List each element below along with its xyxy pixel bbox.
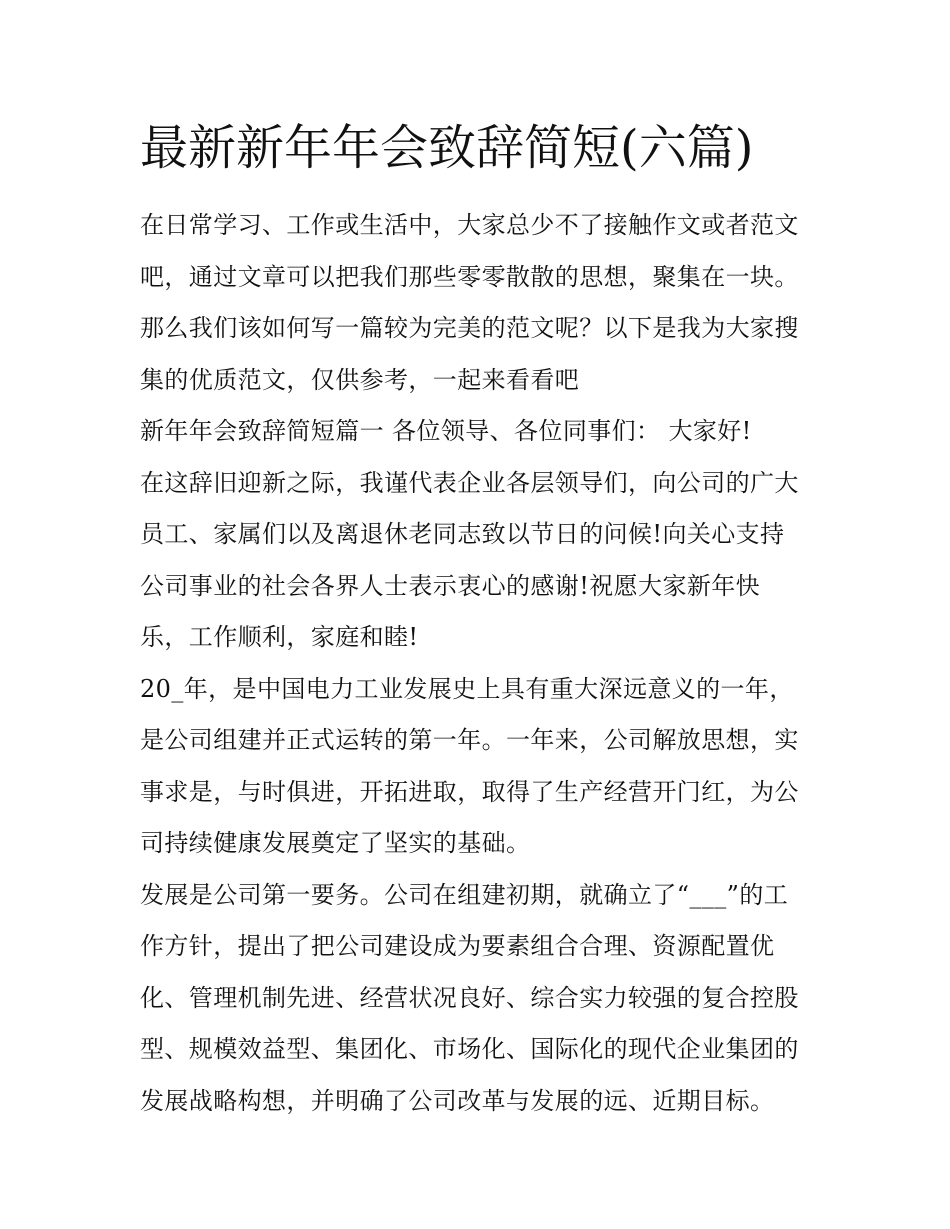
text-line: 司持续健康发展奠定了坚实的基础。 <box>140 829 531 857</box>
document-body <box>140 200 820 1127</box>
text-line: 是公司组建并正式运转的第一年。一年来，公司解放思想，实 <box>140 726 799 754</box>
text-line: 在日常学习、工作或生活中，大家总少不了接触作文或者范文 <box>140 211 799 239</box>
paragraph-new-year-wishes <box>140 458 820 664</box>
text-line: 型、规模效益型、集团化、市场化、国际化的现代企业集团的 <box>140 1035 799 1063</box>
text-line: 作方针，提出了把公司建设成为要素组合合理、资源配置优 <box>140 932 775 960</box>
paragraph-greeting <box>140 406 820 458</box>
text-line: 发展战略构想，并明确了公司改革与发展的远、近期目标。 <box>140 1086 775 1115</box>
text-line: 员工、家属们以及离退休老同志致以节日的问候!向关心支持 <box>140 520 785 548</box>
text-line: 发展是公司第一要务。公司在组建初期，就确立了“___”的工 <box>140 880 789 909</box>
paragraph-development <box>140 870 820 1128</box>
text-line: 吧，通过文章可以把我们那些零零散散的思想，聚集在一块。 <box>140 262 799 291</box>
text-line: 新年年会致辞简短篇一 各位领导、各位同事们： 大家好! <box>140 417 752 445</box>
text-line: 乐，工作顺利，家庭和睦! <box>140 623 419 651</box>
paragraph-intro <box>140 200 820 406</box>
paragraph-year-review <box>140 664 820 870</box>
text-line: 在这辞旧迎新之际，我谨代表企业各层领导们，向公司的广大 <box>140 468 799 497</box>
text-line: 那么我们该如何写一篇较为完美的范文呢？以下是我为大家搜 <box>140 314 799 342</box>
text-line: 20_年，是中国电力工业发展史上具有重大深远意义的一年， <box>140 674 794 703</box>
document-title: 最新新年年会致辞简短(六篇) <box>140 120 754 176</box>
text-line: 公司事业的社会各界人士表示衷心的感谢!祝愿大家新年快 <box>140 571 761 600</box>
text-line: 集的优质范文，仅供参考，一起来看看吧 <box>140 365 580 394</box>
text-line: 化、管理机制先进、经营状况良好、综合实力较强的复合控股 <box>140 983 799 1012</box>
text-line: 事求是，与时俱进，开拓进取，取得了生产经营开门红，为公 <box>140 777 799 806</box>
